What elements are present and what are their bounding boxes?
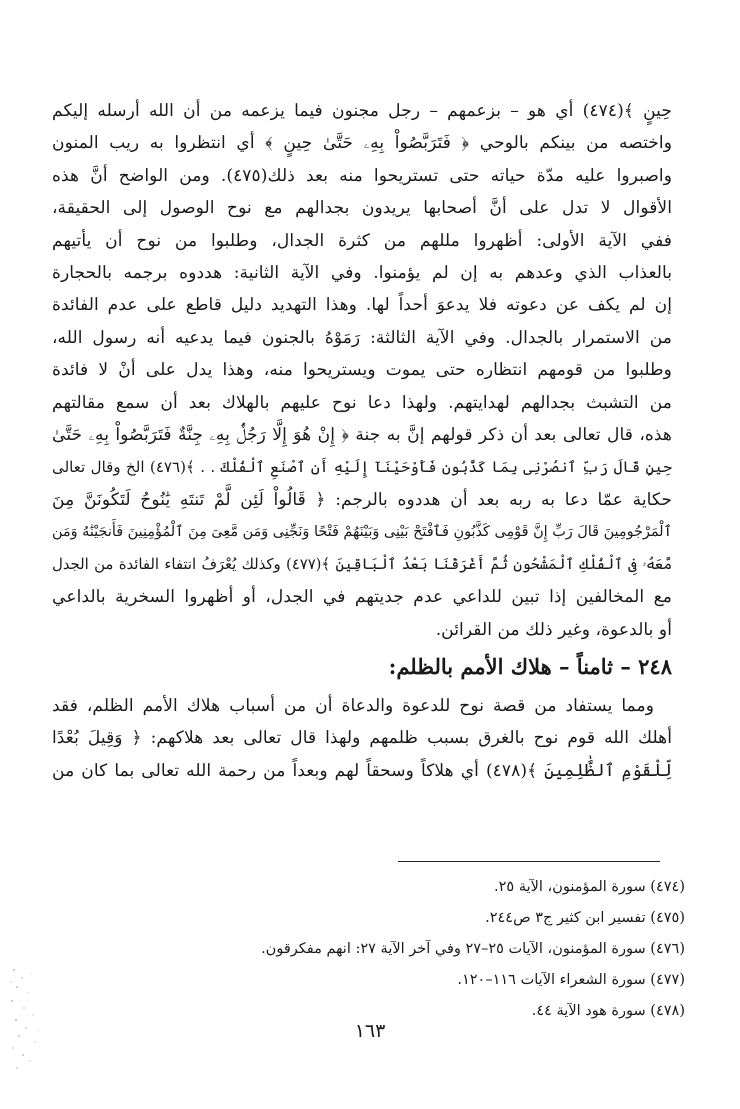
section-heading: ٢٤٨ – ثامناً – هلاك الأمم بالظلم: <box>388 653 672 679</box>
text-line: أهلك الله قوم نوح بالغرق بسبب ظلمهم ولهذا قال تعالى بعد هلاكهم: ﴿ وَقِيلَ بُعْدًا <box>52 728 672 749</box>
text-line: ففي الآية الأولى: أظهروا مللهم من كثرة الجدال، وطلبوا من نوح أن يأتيهم <box>52 230 672 251</box>
text-line: هذه، قال تعالى بعد أن ذكر قولهم إنَّ به جنة ﴿ إِنْ هُوَ إِلَّا رَجُلٌۢ بِهِۦ جِنَّةٌ فَتَرَبَّصُواْ بِهِۦ حَتَّىٰ <box>52 425 672 446</box>
text-line: حِينٍ ﴾(٤٧٤) أي هو – بزعمهم – رجل مجنون فيما يزعمه من أن الله أرسله إليكم <box>52 101 672 121</box>
page-body <box>52 95 672 787</box>
paragraph-2 <box>52 690 672 787</box>
footnote-divider <box>398 861 660 862</box>
text-line: الأقوال لا تدل على أنَّ أصحابها يريدون بجدالهم مع نوح الوصول إلى الحقيقة، <box>52 198 672 219</box>
text-line: وطلبوا من قومهم انتظاره حتى يموت ويستريحوا منه، وهذا يدل على أنْ لا فائدة <box>52 360 672 381</box>
text-line: من الاستمرار بالجدال. وفي الآية الثالثة: رَمَوْهُ بالجنون فيما يدعيه أنه رسول الله، <box>52 327 672 348</box>
footnote: (٤٧٥) تفسير ابن كثير ج٣ ص٢٤٤. <box>485 910 685 926</box>
text-line: بالعذاب الذي وعدهم به إن لم يؤمنوا. وفي الآية الثانية: هددوه برجمه بالحجارة <box>52 263 672 284</box>
text-line: مع المخالفين إذا تبين للداعي عدم جديتهم في الجدل، أو أظهروا السخرية بالداعي <box>52 587 672 608</box>
text-line: لِّلْقَوْمِ ٱلظَّٰلِمِينَ ﴾(٤٧٨) أي هلاكاً وسحقاً لهم وبعداً من رحمة الله تعالى بما كان من <box>52 760 672 781</box>
paragraph-1 <box>52 95 672 646</box>
footnote: (٤٧٦) سورة المؤمنون، الآيات ٢٥–٢٧ وفي آخر الآية ٢٧: انهم مفكرقون. <box>261 941 685 957</box>
text-line: ٱلْمَرْجُومِينَ قَالَ رَبِّ إِنَّ قَوْمِى كَذَّبُونِ فَٱفْتَحْ بَيْنِى وَبَيْنَهُمْ فَتْحًا وَنَجِّنِى وَمَن مَّعِىَ مِنَ ٱلْمُؤْمِنِينَ فَأَنجَيْنَٰهُ وَمَن <box>52 524 672 541</box>
text-line: ومما يستفاد من قصة نوح للدعوة والدعاة أن من أسباب هلاك الأمم الظلم، فقد <box>52 695 654 716</box>
text-line: مَّعَهُۥ فِى ٱلْفُلْكِ ٱلْمَشْحُونِ ثُمَّ أَغْرَقْنَا بَعْدُ ٱلْبَاقِينَ ﴾(٤٧٧) وكذلك يُعْرَفُ انتفاء الفائدة من الجدل <box>52 555 672 573</box>
text-line: حِينٍ قَالَ رَبِّ ٱنصُرْنِى بِمَا كَذَّبُونِ فَأَوْحَيْنَآ إِلَيْهِ أَنِ ٱصْنَعِ ٱلْفُلْكَ . . ﴾(٤٧٦) الخ وقال تعالى <box>52 458 672 477</box>
footnote: (٤٧٧) سورة الشعراء الآيات ١١٦–١٢٠. <box>457 972 685 988</box>
text-line: إن لم يكف عن دعوته فلا يدعوَ أحداً لها. وهذا التهديد دليل قاطع على عدم الفائدة <box>52 295 672 316</box>
page-number: ١٦٣ <box>354 1020 386 1042</box>
text-line: حكاية عمّا دعا به ربه بعد أن هددوه بالرجم: ﴿ قَالُواْ لَئِن لَّمْ تَنتَهِ يَٰنُوحُ لَتَكُونَنَّ مِنَ <box>52 489 672 510</box>
text-line: واصبروا عليه مدّة حياته حتى تستريحوا منه بعد ذلك(٤٧٥). ومن الواضح أنَّ هذه <box>52 165 672 186</box>
footnotes <box>100 872 685 1027</box>
footnote: (٤٧٤) سورة المؤمنون، الآية ٢٥. <box>494 879 685 895</box>
text-line: أو بالدعوة، وغير ذلك من القرائن. <box>435 619 672 640</box>
scan-speckle-decoration <box>8 960 48 1080</box>
text-line: من التشبث بجدالهم لهدايتهم. ولهذا دعا نوح عليهم بالهلاك بعد أن سمع مقالتهم <box>52 392 672 413</box>
text-line: واختصه من بينكم بالوحي ﴿ فَتَرَبَّصُواْ بِهِۦ حَتَّىٰ حِينٍ ﴾ أي انتظروا به ريب المنون <box>52 133 672 154</box>
footnote: (٤٧٨) سورة هود الآية ٤٤. <box>531 1003 685 1019</box>
